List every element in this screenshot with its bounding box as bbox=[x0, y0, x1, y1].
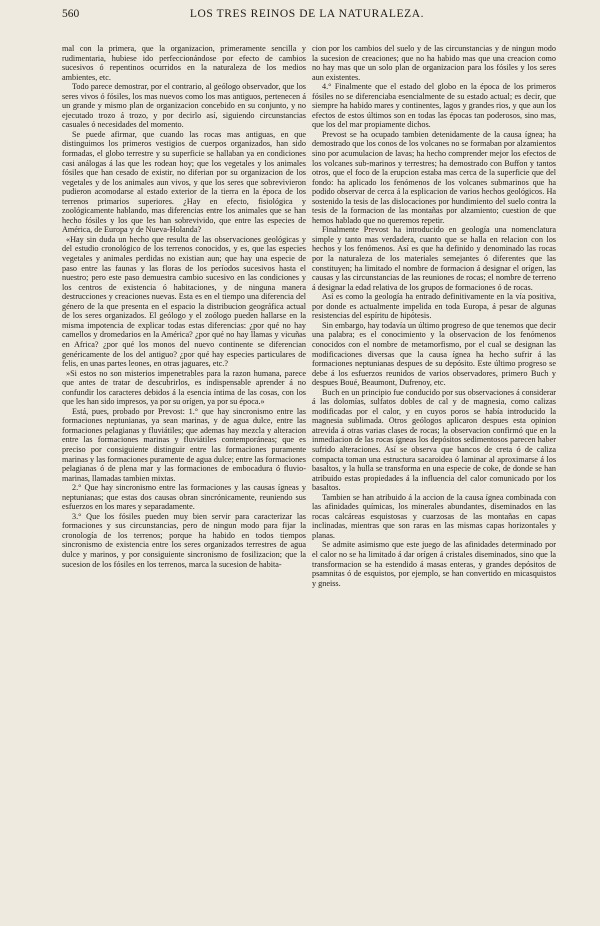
paragraph: mal con la primera, que la organizacion, primeramente sencilla y rudimentaria, hubiese ido perfeccionándose por efecto de cambios sucesivos ó repentinos ocurridos en la naturaleza de los medios ambientes, etc. bbox=[62, 44, 306, 82]
paragraph: 4.° Finalmente que el estado del globo en la época de los primeros fósiles no se diferenciaba esencialmente de su estado actual; es decir, que siempre ha habido mares y continentes, lagos y grandes rios, y que aun los efectos de estos últimos son en todas las épocas tan poderosos, sino mas, que los del mar propiamente dichos. bbox=[312, 82, 556, 130]
paragraph: 2.° Que hay sincronismo entre las formaciones y las causas ígneas y neptunianas; que estas dos causas obran sincrónicamente, reuniendo sus esfuerzos en los mares y separadamente. bbox=[62, 483, 306, 512]
left-column bbox=[62, 44, 306, 569]
paragraph: Todo parece demostrar, por el contrario, al geólogo observador, que los seres vivos ó fósiles, los mas nuevos como los mas antiguos, pertenecen á un grande y mismo plan de organizacion concebido en su conjunto, y no ejecutado trozo á trozo, y por decirlo así, siguiendo circunstancias casuales ó necesidades del momento. bbox=[62, 82, 306, 130]
page-number: 560 bbox=[62, 8, 80, 20]
paragraph: Está, pues, probado por Prevost: 1.° que hay sincronismo entre las formaciones neptunianas, ya sean marinas, y de agua dulce, entre las formaciones pelagianas y fluviátiles; que ademas hay mezcla y alteracion entre las formaciones marinas y fluviátiles contemporáneas; que es preciso por consiguiente distinguir entre las formaciones puramente marinas y las formaciones puramente de agua dulce; entre las formaciones pelagianas ó de plena mar y las formaciones de embocadura ó fluvio-marinas, llamadas tambien mixtas. bbox=[62, 406, 306, 483]
paragraph: Así es como la geología ha entrado definitivamente en la vía positiva, por donde es actualmente impelida en toda Europa, á pesar de algunas resistencias del espíritu de hipótesis. bbox=[312, 292, 556, 321]
paragraph: Tambien se han atribuido á la accion de la causa ígnea combinada con las afinidades químicas, los minerales abundantes, diseminados en las rocas calcáreas esquistosas y cuarzosas de las montañas en capas inclinadas, mientras que son raras en las mismas capas horizontales y planas. bbox=[312, 492, 556, 540]
paragraph: 3.° Que los fósiles pueden muy bien servir para caracterizar las formaciones y sus circunstancias, pero de ningun modo para fijar la cronología de los terrenos; porque ha habido en todos tiempos sincronismo de existencia entre los seres organizados terrestres de agua dulce y marinos, y por consiguiente sincronismo de fosilizacion; que la sucesion de los fósiles en los terrenos, marca la sucesion de habita- bbox=[62, 511, 306, 569]
paragraph: Buch en un principio fue conducido por sus observaciones á considerar á las dolomías, sulfatos dobles de cal y de magnesia, como calizas modificadas por el calor, y en cuyos poros se había introducido la magnesia sublimada. Otros geólogos aplicaron despues esta opinion atrevida á otras varias clases de rocas; la observacion confirmó que en la inmediacion de las rocas ígneas los depósitos sedimentosos parecen haber sufrido alteraciones. Así se observa que bancos de creta ó de caliza compacta toman una estructura sacaroidea ó laminar al aproximarse á los basaltos, y la hulla se transforma en una especie de coke, de donde se han atribuido estas propiedades á la influencia del calor comunicado por los basaltos. bbox=[312, 387, 556, 493]
paragraph: Se puede afirmar, que cuando las rocas mas antiguas, en que distinguimos los primeros vestigios de cuerpos organizados, han sido formadas, el globo terrestre y su superficie se hallaban ya en condiciones casi análogas á las que les rodean hoy; que los vegetales y los animales fósiles que han cesado de existir, no diferian por su organizacion de los vegetales y de los animales aun vivos, y que los seres que sobrevivieron pudieron acomodarse al estado exterior de la tierra en la época de los terrenos primarios superiores. ¿Hay en efecto, fisiológica y zoológicamente hablando, mas diferencias entre los animales que se han hecho fósiles y los que les han sobrevivido, que entre las especies de América, de Europa y de Nueva-Holanda? bbox=[62, 129, 306, 235]
paragraph: «Hay sin duda un hecho que resulta de las observaciones geológicas y del estudio cronológico de los terrenos conocidos, y es, que las especies vegetales y animales perdidas no existian aun; que hay una especie de paso entre las faunas y las floras de los períodos sucesivos hasta el nuestro; pero este paso demuestra cambio sucesivo en las condiciones y los centros de existencia ó habitaciones, y de ninguna manera destrucciones y creaciones nuevas. Esta es en el tiempo una diferencia del género de la que presenta en el espacio la distribucion geográfica actual de los seres organizados. El geólogo y el zoólogo pueden hallarse en la misma impotencia de explicar todas estas diferencias: ¿por qué no hay camellos y dromedarios en la América? ¿por qué no hay llamas y vicuñas en Africa? ¿por qué los monos del nuevo continente se diferencian genéricamente de los del antiguo? ¿por qué hay especies particulares de felis, en unas partes leones, en otras jaguares, etc.? bbox=[62, 234, 306, 369]
page-header bbox=[62, 8, 552, 28]
paragraph: »Si estos no son misterios impenetrables para la razon humana, parece que antes de tratar de descubrirlos, es indispensable aprender á no confundir los caracteres debidos á la esencia íntima de las cosas, con los que les han sido impresos, ya por su orígen, ya por su época.» bbox=[62, 368, 306, 407]
paragraph: Sin embargo, hay todavía un último progreso de que tenemos que decir una palabra; es el conocimiento y la observacion de los fenómenos conocidos con el nombre de metamorfismo, por el cual se designan las modificaciones diversas que la causa ígnea ha hecho sufrir á las formaciones neptunianas despues de su depósito. Este último progreso se debe á los esfuerzos reunidos de varios observadores, primero Buch y despues Boué, Beaumont, Dufrenoy, etc. bbox=[312, 320, 556, 388]
paragraph: Se admite asimismo que este juego de las afinidades determinado por el calor no se ha limitado á dar orígen á cristales diseminados, sino que la transformacion se ha estendido á masas enteras, y grandes depósitos de psamnitas ó de esquistos, por ejemplo, se han convertido en micasquistos y gneiss. bbox=[312, 540, 556, 588]
right-column bbox=[312, 44, 556, 588]
running-title: LOS TRES REINOS DE LA NATURALEZA. bbox=[189, 8, 425, 20]
paragraph: cion por los cambios del suelo y de las circunstancias y de ningun modo la sucesion de creaciones; que no ha habido mas que una creacion como no hay mas que un solo plan de organizacion para los fósiles y los seres aun existentes. bbox=[312, 44, 556, 82]
paragraph: Finalmente Prevost ha introducido en geología una nomenclatura simple y tanto mas verdadera, cuanto que se halla en relacion con los hechos y los fenómenos. Así es que ha definido y denominado las rocas por la naturaleza de los materiales semejantes ó diferentes que las constituyen; ha limitado el nombre de formacion á designar el orígen, las causas y las circunstancias de las reuniones de rocas; el nombre de terreno á designar la edad relativa de los grupos de formaciones ó de rocas. bbox=[312, 225, 556, 292]
paragraph: Prevost se ha ocupado tambien detenidamente de la causa ígnea; ha demostrado que los conos de los volcanes no se formaban por alzamientos sino por acumulacion de lavas; ha hecho comprender mejor los efectos de los volcanes sub-marinos y terrestres; ha demostrado con Buffon y tantos otros, que el foco de la erupcion estaba mas cerca de la superficie que del fondo: ha aplicado los fenómenos de los volcanes submarinos que ha podido observar de cerca á la esplicacion de varios hechos geológicos. Ha sostenido la tesis de las dislocaciones por hundimiento del suelo contra la tesis de la formacion de las montañas por alzamiento; cuestion de que hemos hablado que no queremos repetir. bbox=[312, 129, 556, 225]
